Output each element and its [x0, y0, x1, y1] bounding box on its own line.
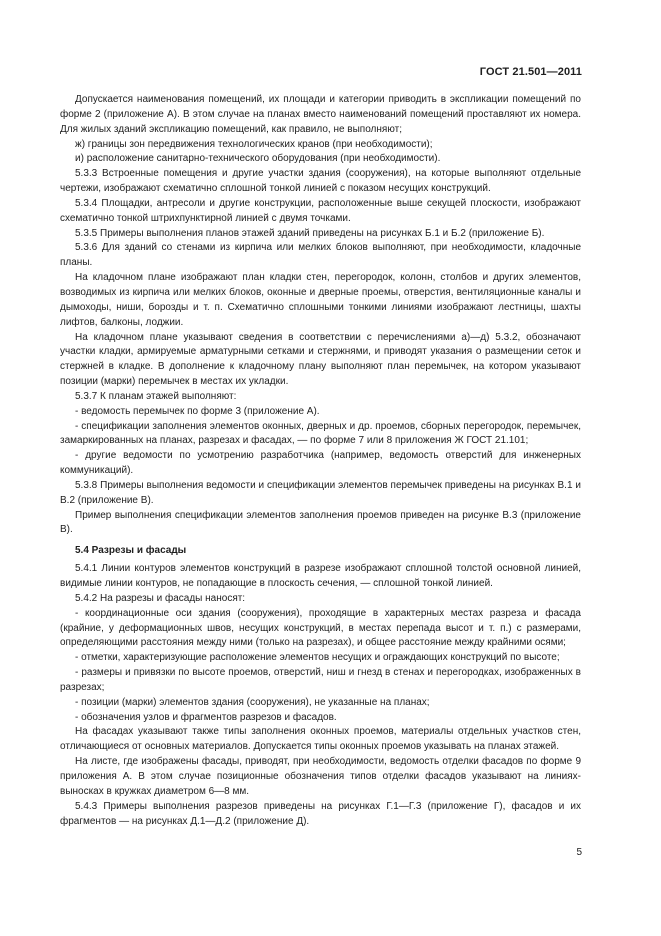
list-item: - обозначения узлов и фрагментов разрезов и фасадов.	[75, 711, 337, 723]
list-item: - отметки, характеризующие расположение элементов несущих и ограждающих конструкций по высоте;	[75, 652, 560, 664]
paragraph: Допускается наименования помещений, их площади и категории приводить в экспликации помещений по форме 2 (приложение А). В этом случае на планах вместо наименований помещений проставляют их номера. Для жилых зданий экспликацию помещений, как правило, не выполняют;	[60, 94, 581, 135]
paragraph: На кладочном плане указывают сведения в соответствии с перечислениями а)—д) 5.3.2, обозначают участки кладки, армируемые арматурными сетками и стержнями, и приводят указания о размещении сеток и стержней в кладке. В дополнение к кладочному плану выполняют план перемычек, на котором указывают позиции (марки) перемычек в местах их укладки.	[60, 331, 581, 388]
paragraph: На кладочном плане изображают план кладки стен, перегородок, колонн, столбов и других элементов, возводимых из кирпича или мелких блоков, оконные и дверные проемы, отверстия, вентиляционные каналы и дымоходы, ниши, борозды и т. п. Схематично сплошными тонкими линиями изображают лестницы, шахты лифтов, балконы, лоджии.	[60, 272, 581, 328]
paragraph: 5.3.8 Примеры выполнения ведомости и спецификации элементов перемычек приведены на рисунках В.1 и В.2 (приложение В).	[60, 479, 581, 506]
list-item: ж) границы зон передвижения технологических кранов (при необходимости);	[75, 138, 433, 150]
list-item: и) расположение санитарно-технического оборудования (при необходимости).	[75, 153, 441, 165]
paragraph: 5.4.2 На разрезы и фасады наносят:	[75, 592, 246, 604]
list-item: - размеры и привязки по высоте проемов, отверстий, ниш и гнезд в стенах и перегородках, изображенных в разрезах;	[60, 667, 581, 693]
paragraph: На фасадах указывают также типы заполнения оконных проемов, материалы отдельных участков стен, отличающиеся от основных материалов. Допускается типы оконных проемов указывать на планах этажей.	[60, 726, 581, 753]
paragraph: 5.3.6 Для зданий со стенами из кирпича или мелких блоков выполняют, при необходимости, кладочные планы.	[60, 242, 581, 269]
paragraph: 5.3.3 Встроенные помещения и другие участки здания (сооружения), на которые выполняют отдельные чертежи, изображают схематично сплошной тонкой линией с показом несущих конструкций.	[60, 168, 581, 195]
list-item: - позиции (марки) элементов здания (сооружения), не указанные на планах;	[75, 696, 430, 708]
paragraph: 5.3.7 К планам этажей выполняют:	[75, 390, 237, 402]
paragraph: 5.4.3 Примеры выполнения разрезов приведены на рисунках Г.1—Г.3 (приложение Г), фасадов и их фрагментов — на рисунках Д.1—Д.2 (приложение Д).	[60, 800, 581, 827]
page-number: 5	[576, 847, 582, 858]
paragraph: 5.3.5 Примеры выполнения планов этажей зданий приведены на рисунках Б.1 и Б.2 (приложение Б).	[75, 227, 545, 239]
section-heading: 5.4 Разрезы и фасады	[75, 545, 187, 557]
paragraph: На листе, где изображены фасады, приводят, при необходимости, ведомость отделки фасадов по форме 9 приложения А. В этом случае позиционные обозначения типов отделки фасадов указывают на линиях-выносках в кружках диаметром 6—8 мм.	[60, 756, 581, 797]
document-code-header: ГОСТ 21.501—2011	[479, 66, 582, 78]
paragraph: 5.3.4 Площадки, антресоли и другие конструкции, расположенные выше секущей плоскости, изображают схематично тонкой штрихпунктирной линией с двумя точками.	[60, 197, 581, 224]
list-item: - спецификации заполнения элементов оконных, дверных и др. проемов, сборных перегородок, перемычек, замаркированных на планах, разрезах и фасадах, — по форме 7 или 8 приложения Ж ГОСТ 21.101;	[60, 420, 581, 447]
document-body	[60, 93, 581, 829]
list-item: - другие ведомости по усмотрению разработчика (например, ведомость отверстий для инженерных коммуникаций).	[60, 450, 581, 477]
paragraph: Пример выполнения спецификации элементов заполнения проемов приведен на рисунке В.3 (приложение В).	[60, 509, 581, 536]
paragraph: 5.4.1 Линии контуров элементов конструкций в разрезе изображают сплошной толстой основной линией, видимые линии контуров, не попадающие в плоскость сечения, — сплошной тонкой линией.	[60, 563, 581, 589]
list-item: - ведомость перемычек по форме 3 (приложение А).	[75, 405, 320, 417]
list-item: - координационные оси здания (сооружения), проходящие в характерных местах разреза и фасада (крайние, у деформационных швов, несущих конструкций, в местах перепада высот и т. п.) с размерами, определяющими расстояния между ними (только на разрезах), и общее расстояние между крайними осями;	[60, 607, 581, 649]
